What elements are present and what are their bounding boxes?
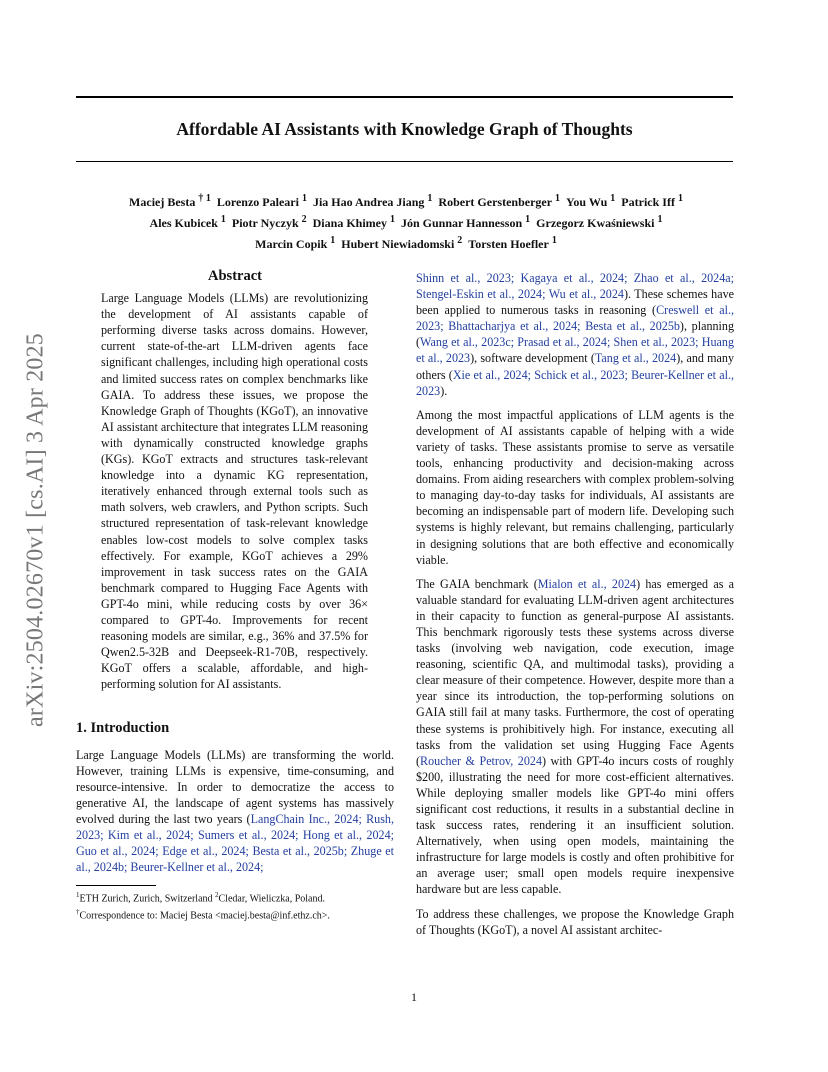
author-affiliation-mark: † 1 [198,193,211,204]
intro-paragraph-3 [416,576,734,898]
citation-link[interactable]: Creswell et al., 2023; Bhattacharjya et al., 2024; Besta et al., 2025b [416,303,734,334]
paragraph-text: ). [440,383,448,398]
page-number: 1 [411,990,417,1004]
author-affiliation-mark: 1 [427,193,433,204]
arxiv-identifier: arXiv:2504.02670v1 [cs.AI] 3 Apr 2025 [22,332,49,728]
paragraph-text: ) with GPT-4o incurs costs of roughly $200, illustrating the need for more cost-efficient alternatives. While deploying smaller models like GPT-4o mini offers significant cost reductions, it results in a substantial decline in task success rates, rendering it an insufficient solution. Alternatively, when using open models, maintaining the infrastructure for large models is costly and often prohibitive for an average user; small open models require inexpensive hardware but are less capable. [416,753,734,897]
citation-link[interactable]: Roucher & Petrov, 2024 [420,753,542,768]
author-name: Torsten Hoefler [468,237,549,251]
left-column [76,268,394,922]
citation-link[interactable]: Tang et al., 2024 [594,351,677,366]
citation-link[interactable]: Wang et al., 2023c; Prasad et al., 2024; Shen et al., 2023; Huang et al., 2023 [416,335,734,366]
author-affiliation-mark: 1 [301,193,307,204]
author-name: Hubert Niewiadomski [341,237,455,251]
paragraph-text: To address these challenges, we propose the Knowledge Graph of Thoughts (KGoT), a novel AI assistant architec- [416,906,734,937]
citation-link[interactable]: Xie et al., 2024; Schick et al., 2023; Beurer-Kellner et al., 2023 [416,367,734,398]
author-affiliation-mark: 2 [457,235,463,246]
author-affiliation-mark: 1 [330,235,336,246]
paragraph-text: ), planning ( [416,319,734,350]
paragraph-text: ), and many others ( [416,351,734,382]
author-affiliation-mark: 1 [610,193,616,204]
arxiv-stamp [16,300,56,760]
author-affiliation-mark: 1 [551,235,557,246]
author-affiliation-mark: 1 [657,214,663,225]
author-name: You Wu [566,195,608,209]
author-name: Robert Gerstenberger [438,195,553,209]
title-rule-bottom [76,161,733,162]
author-name: Marcin Copik [255,237,328,251]
citation-link[interactable]: Shinn et al., 2023; Kagaya et al., 2024; Zhao et al., 2024a; Stengel-Eskin et al., 2024; Wu et al., 2024 [416,271,734,302]
paragraph-text: ), software development ( [470,351,595,366]
author-affiliation-mark: 1 [220,214,226,225]
abstract-heading: Abstract [208,268,262,284]
author-affiliation-mark: 2 [301,214,307,225]
author-name: Ales Kubicek [149,216,218,230]
right-column [416,270,734,946]
intro-paragraph-4 [416,906,734,938]
author-affiliation-mark: 1 [555,193,561,204]
intro-paragraph-2 [416,407,734,568]
author-name: Maciej Besta [129,195,196,209]
paragraph-text: Large Language Models (LLMs) are transforming the world. However, training LLMs is expensive, time-consuming, and resource-intensive. In order to democratize the access to generative AI, the landscape of agent systems has massively evolved during the last two years ( [76,747,394,826]
author-name: Piotr Nyczyk [231,216,299,230]
citation-link[interactable]: Mialon et al., 2024 [537,576,637,591]
citation-link[interactable]: LangChain Inc., 2024; Rush, 2023; Kim et al., 2024; Sumers et al., 2024; Hong et al., 2024; Guo et al., 2024; Edge et al., 2024; Besta et al., 2025b; Zhuge et al., 2024b; Beurer-Kellner et al., 2024; [76,811,394,875]
author-affiliation-mark: 1 [525,214,531,225]
correspondence-note: †Correspondence to: Maciej Besta <maciej.besta@inf.ethz.ch>. [76,907,330,921]
title-rule-top [76,96,733,98]
paragraph-text: Among the most impactful applications of LLM agents is the development of AI assistants capable of helping with a wide variety of tasks. These assistants promise to serve as versatile tools, enhancing productivity and decision-making across domains. From aiding researchers with complex problem-solving to managing day-to-day tasks for individuals, AI assistants are becoming an indispensable part of modern life. Developing such systems is highly relevant, but remains challenging, particularly in designing solutions that are both effective and economically viable. [416,407,734,567]
intro-paragraph-1-continued [416,270,734,399]
author-name: Grzegorz Kwaśniewski [536,216,655,230]
author-name: Jón Gunnar Hannesson [400,216,523,230]
author-affiliation-mark: 1 [677,193,683,204]
abstract-text: Large Language Models (LLMs) are revolutionizing the development of AI assistants capable of performing diverse tasks across domains. However, current state-of-the-art LLM-driven agents face significant challenges, including high operational costs and limited success rates on complex benchmarks like GAIA. To address these issues, we propose the Knowledge Graph of Thoughts (KGoT), an innovative AI assistant architecture that integrates LLM reasoning with dynamically constructed knowledge graphs (KGs). KGoT extracts and structures task-relevant knowledge into a dynamic KG representation, iteratively enhanced through external tools such as math solvers, web crawlers, and Python scripts. Such structured representation of task-relevant knowledge enables low-cost models to solve complex tasks effectively. For example, KGoT achieves a 29% improvement in task success rates on the GAIA benchmark compared to Hugging Face Agents with GPT-4o mini, while reducing costs by over 36× compared to GPT-4o. Improvements for recent reasoning models are similar, e.g., 36% and 37.5% for Qwen2.5-32B and Deepseek-R1-70B, respectively. KGoT offers a scalable, affordable, and high-performing solution for AI assistants. [101,291,368,692]
paper-title: Affordable AI Assistants with Knowledge Graph of Thoughts [176,119,633,139]
author-affiliation-mark: 1 [389,214,395,225]
footnote [76,889,394,922]
paragraph-text: ). These schemes have been applied to numerous tasks in reasoning ( [416,287,735,318]
author-name: Lorenzo Paleari [216,195,299,209]
affiliations-note: $^1$ETH Zurich, Zurich, Switzerland $^2$Cledar, Wieliczka, Poland. [76,891,325,905]
footnote-rule [76,885,156,886]
paragraph-text: The GAIA benchmark ( [416,576,538,591]
author-name: Patrick Iff [621,195,675,209]
author-name: Diana Khimey [312,216,387,230]
author-name: Jia Hao Andrea Jiang [312,195,425,209]
introduction-heading: 1. Introduction [76,720,170,737]
author-list [76,190,733,253]
paragraph-text: ) has emerged as a valuable standard for evaluating LLM-driven agent architectures in their capacity to function as general-purpose AI assistants. This benchmark rigorously tests these systems across diverse tasks (involving web navigation, code execution, image reasoning, scientific QA, and multimodal tasks), providing a clear measure of their competence. However, despite more than a year since its introduction, the top-performing solutions on GAIA still fail at many tasks. Furthermore, the cost of operating these systems is prohibitively high. For instance, executing all tasks from the validation set using Hugging Face Agents ( [416,576,734,768]
intro-paragraph-1 [76,747,394,876]
